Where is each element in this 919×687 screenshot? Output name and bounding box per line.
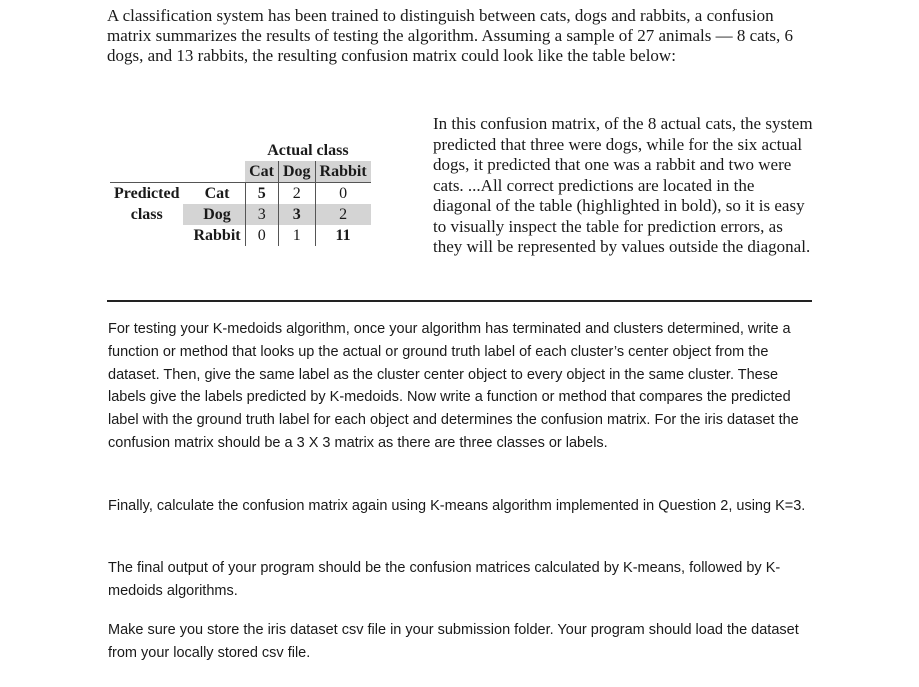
matrix-explanation: In this confusion matrix, of the 8 actual cats, the system predicted that three were dogs, while for the six actual dogs, it predicted that one was a rabbit and two were cats. ...All correct predictions are located in the diagonal of the table (highlighted in bold), so it is easy to visually inspect the table for prediction errors, as they will be represented by values outside the diagonal. <box>433 114 813 256</box>
cell-rabbit-cat: 0 <box>245 225 278 246</box>
empty-corner <box>110 140 183 161</box>
row-label-dog: Dog <box>183 204 245 225</box>
cell-rabbit-dog: 1 <box>278 225 315 246</box>
confusion-matrix-table <box>110 140 371 246</box>
cell-dog-rabbit: 2 <box>315 204 371 225</box>
empty-cell <box>110 225 183 246</box>
final-output-paragraph: The final output of your program should be the confusion matrices calculated by K-means, followed by K-medoids algorithms. <box>108 560 781 599</box>
cell-dog-dog: 3 <box>278 204 315 225</box>
column-label-cat: Cat <box>249 162 274 180</box>
column-label-dog: Dog <box>278 161 315 183</box>
intro-paragraph: A classification system has been trained to distinguish between cats, dogs and rabbits, a confusion matrix summarizes the results of testing the algorithm. Assuming a sample of 27 animals — 8 cats, 6 dogs, and 13 rabbits, the resulting confusion matrix could look like the table below: <box>107 6 794 65</box>
column-label-rabbit: Rabbit <box>315 161 371 183</box>
matrix-row-rabbit <box>110 225 371 246</box>
cell-cat-cat: 5 <box>245 183 278 205</box>
cell-cat-rabbit: 0 <box>315 183 371 205</box>
confusion-matrix <box>110 140 425 246</box>
cell-rabbit-rabbit: 11 <box>315 225 371 246</box>
matrix-row-dog <box>110 204 371 225</box>
empty-corner <box>110 161 183 183</box>
kmedoids-instructions-paragraph: For testing your K-medoids algorithm, once your algorithm has terminated and clusters determined, write a function or method that looks up the actual or ground truth label of each cluster’s center object from the dataset. Then, give the same label as the cluster center object to every object in the same cluster. These labels give the labels predicted by K-medoids. Now write a function or method that compares the predicted label with the ground truth label for each object and determines the confusion matrix. For the iris dataset the confusion matrix should be a 3 X 3 matrix as there are three classes or labels. <box>108 321 799 451</box>
cell-dog-cat: 3 <box>245 204 278 225</box>
empty-corner <box>183 161 245 183</box>
row-label-rabbit: Rabbit <box>193 226 241 244</box>
empty-corner <box>183 140 245 161</box>
matrix-row-cat <box>110 183 371 205</box>
section-divider <box>107 300 812 302</box>
actual-class-header: Actual class <box>267 141 349 159</box>
predicted-class-label-line2: class <box>130 205 163 223</box>
row-label-cat: Cat <box>183 183 245 205</box>
kmeans-instructions-paragraph: Finally, calculate the confusion matrix again using K-means algorithm implemented in Question 2, using K=3. <box>108 498 806 514</box>
actual-class-header-row <box>110 140 371 161</box>
cell-cat-dog: 2 <box>278 183 315 205</box>
column-label-row <box>110 161 371 183</box>
csv-storage-paragraph: Make sure you store the iris dataset csv file in your submission folder. Your program should load the dataset from your locally stored csv file. <box>108 622 799 661</box>
predicted-class-label-line1: Predicted <box>110 183 183 205</box>
